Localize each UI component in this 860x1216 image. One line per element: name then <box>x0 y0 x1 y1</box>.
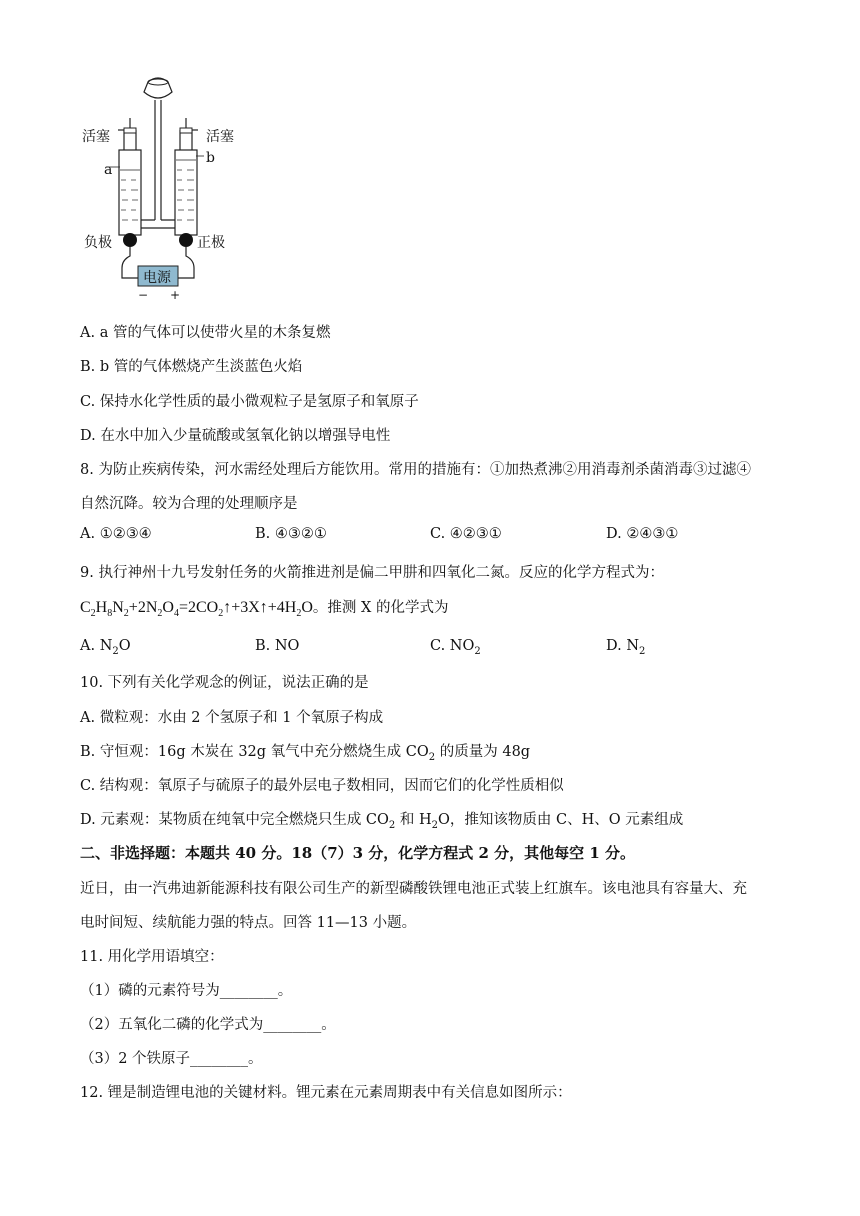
q7-option-d: D. 在水中加入少量硫酸或氢氧化钠以增强导电性 <box>80 428 391 444</box>
q9-option-b: B. NO <box>255 638 300 654</box>
q9-option-a: A. $N_2O$ <box>80 638 131 657</box>
q7-option-a: A. a 管的气体可以使带火星的木条复燃 <box>80 325 331 341</box>
q8-option-a: A. ①②③④ <box>80 526 152 542</box>
q8-stem-line2: 自然沉降。较为合理的处理顺序是 <box>80 496 298 512</box>
q9-stem: 9. 执行神州十九号发射任务的火箭推进剂是偏二甲肼和四氧化二氮。反应的化学方程式为： <box>80 565 664 581</box>
q10-option-c: C. 结构观：氧原子与硫原子的最外层电子数相同，因而它们的化学性质相似 <box>80 778 564 794</box>
q7-option-b: B. b 管的气体燃烧产生淡蓝色火焰 <box>80 359 303 375</box>
q8-option-d: D. ②④③① <box>606 526 679 542</box>
q11-part-1: （1）磷的元素符号为________。 <box>80 983 293 999</box>
section-2-intro-line2: 电时间短、续航能力强的特点。回答 11—13 小题。 <box>80 915 417 931</box>
q10-option-b: B. 守恒观：16g 木炭在 32g 氧气中充分燃烧生成 $CO_2$ 的质量为 48g <box>80 744 531 763</box>
q12-stem: 12. 锂是制造锂电池的关键材料。锂元素在元素周期表中有关信息如图所示： <box>80 1085 572 1101</box>
q9-option-c: C. $NO_2$ <box>430 638 481 657</box>
q11-part-2: （2）五氧化二磷的化学式为________。 <box>80 1017 336 1033</box>
section-2-heading: 二、非选择题：本题共 40 分。18（7）3 分，化学方程式 2 分，其他每空 1 分。 <box>80 844 636 862</box>
q8-option-c: C. ④②③① <box>430 526 502 542</box>
q9-option-d: D. $N_2$ <box>606 638 646 657</box>
q11-stem: 11. 用化学用语填空： <box>80 949 224 965</box>
q10-stem: 10. 下列有关化学观念的例证，说法正确的是 <box>80 675 369 691</box>
positive-electrode-label: 正极 <box>197 235 225 251</box>
q11-part-3: （3）2 个铁原子________。 <box>80 1051 263 1067</box>
section-2-intro-line1: 近日，由一汽弗迪新能源科技有限公司生产的新型磷酸铁锂电池正式装上红旗车。该电池具有容量大、充 <box>80 881 747 897</box>
q7-option-c: C. 保持水化学性质的最小微观粒子是氢原子和氧原子 <box>80 394 419 410</box>
minus-sign-label: − <box>138 288 149 302</box>
tube-a-label: a <box>104 162 113 178</box>
tube-b-label: b <box>206 150 215 166</box>
plus-sign-label: + <box>170 288 181 302</box>
electrolysis-apparatus-figure <box>76 70 256 305</box>
valve-right-label: 活塞 <box>206 129 234 145</box>
q10-option-a: A. 微粒观：水由 2 个氢原子和 1 个氧原子构成 <box>80 710 384 726</box>
negative-electrode-label: 负极 <box>84 235 112 251</box>
q8-stem-line1: 8. 为防止疾病传染，河水需经处理后方能饮用。常用的措施有：①加热煮沸②用消毒剂杀菌消毒③过滤④ <box>80 462 751 478</box>
q9-chemical-equation: $C_2H_8N_2+2N_2O_4=2CO_2↑+3X↑+4H_2O$。推测 X 的化学式为 <box>80 599 449 620</box>
q10-option-d: D. 元素观：某物质在纯氧中完全燃烧只生成 $CO_2$ 和 $H_2O$，推知该物质由 C、H、O 元素组成 <box>80 812 684 831</box>
valve-left-label: 活塞 <box>82 129 110 145</box>
power-source-label: 电源 <box>143 270 171 286</box>
q8-option-b: B. ④③②① <box>255 526 327 542</box>
